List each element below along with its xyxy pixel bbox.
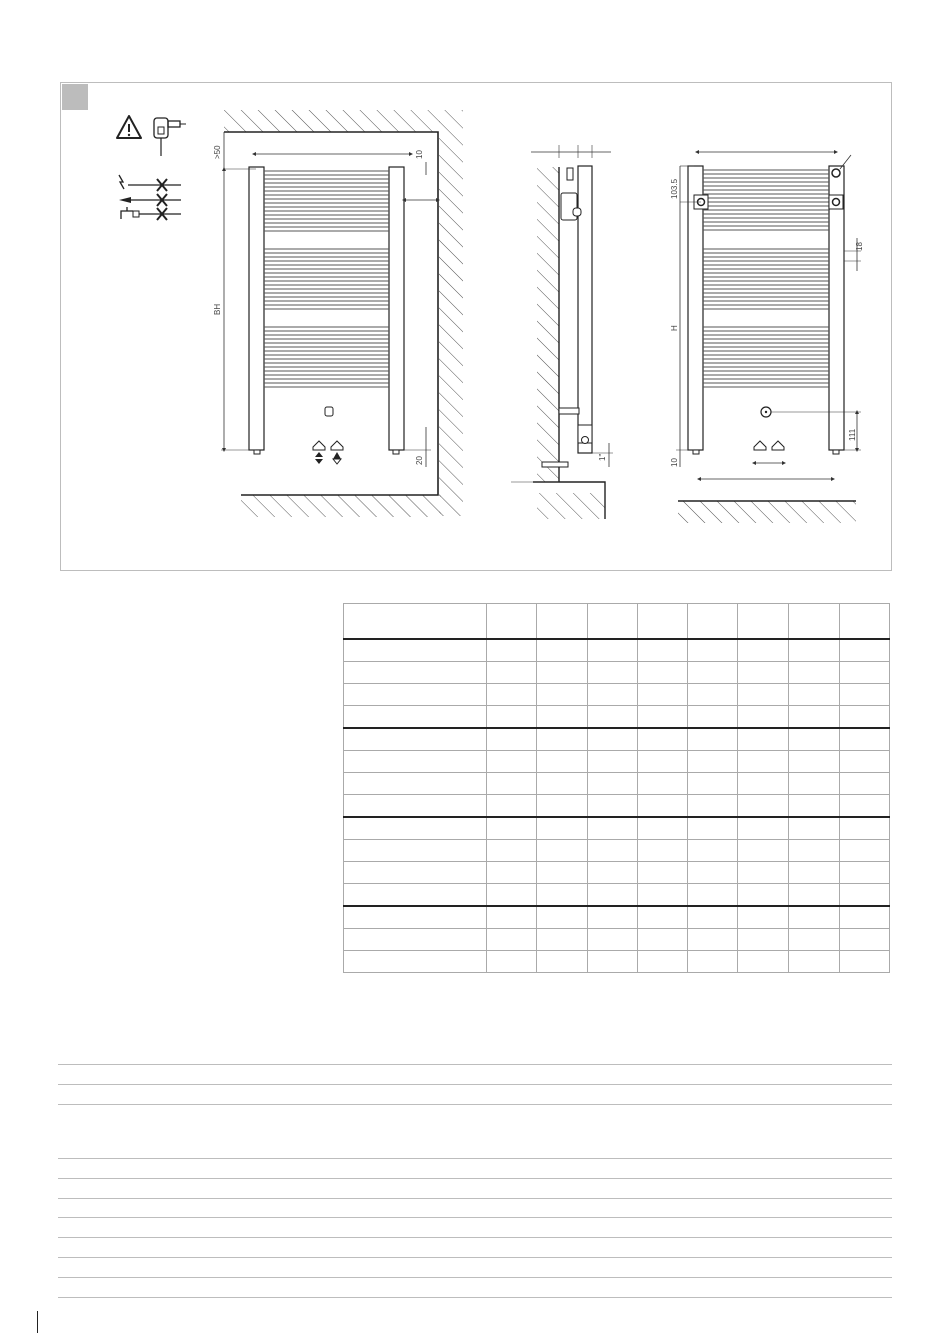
label-bar-spacing: 18 [855,242,864,251]
label-bracket-offset: 103.5 [670,178,679,199]
safety-warnings [117,116,186,220]
supply-return-connections [313,441,343,464]
ruled-line [58,1178,892,1179]
table-row [344,662,890,684]
dimension-table [343,603,890,973]
radiator-front [249,167,404,454]
ruled-line [58,1198,892,1199]
ruled-line [58,1084,892,1085]
side-view [511,145,613,519]
radiator-rear [688,155,851,454]
front-view-clearance [213,110,463,517]
rear-view [670,152,864,523]
figure-panel [60,82,892,571]
water-line-icon [121,207,181,220]
ruled-line [58,1104,892,1105]
table-row [344,795,890,818]
table-row [344,817,890,840]
table-row [344,773,890,795]
ruled-line [58,1217,892,1218]
label-wall-gap: >50 [213,145,222,159]
table-row [344,929,890,951]
table-row [344,840,890,862]
ruled-line [58,1064,892,1065]
table-row [344,639,890,662]
table-row [344,751,890,773]
installation-diagram [61,83,893,572]
warning-icon [117,116,141,138]
table-row [344,884,890,907]
table-row [344,951,890,973]
drill-icon [154,118,186,156]
ruled-line [58,1297,892,1298]
gas-line-icon [119,194,181,206]
label-top-offset: 10 [415,150,424,159]
ruled-line [58,1277,892,1278]
ruled-line [58,1158,892,1159]
table-row [344,684,890,706]
table-row [344,862,890,884]
label-valve-height: 111 [848,428,857,441]
electric-line-icon [119,175,181,191]
ruled-line [58,1257,892,1258]
label-pipe-size: 1" [598,453,607,461]
ruled-line [58,1237,892,1238]
label-floor-offset: 10 [670,458,679,467]
table-row [344,906,890,929]
label-h: H [670,325,679,331]
table-row [344,728,890,751]
table-row [344,706,890,729]
label-bottom-gap: 20 [415,456,424,465]
table-header-row [344,604,890,640]
label-bh: BH [213,303,222,315]
page-edge-marker [37,1311,38,1333]
